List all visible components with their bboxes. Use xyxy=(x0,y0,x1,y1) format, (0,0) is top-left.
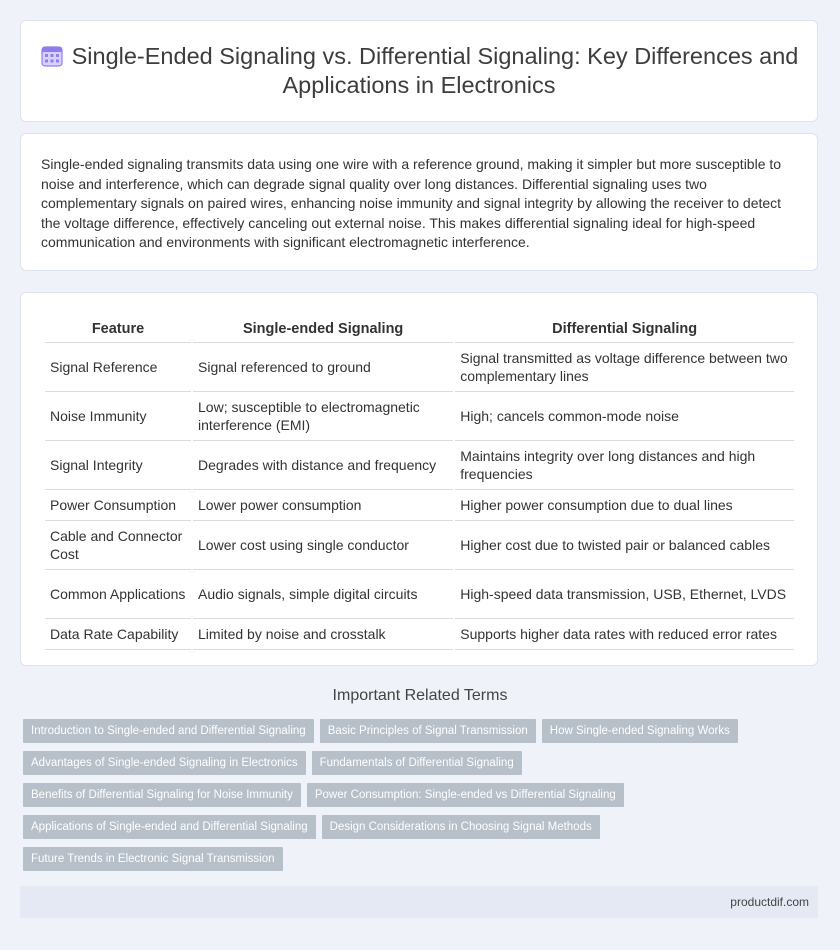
feature-cell: Signal Reference xyxy=(45,343,191,392)
related-term-link[interactable]: Advantages of Single-ended Signaling in Electronics xyxy=(23,751,306,775)
comparison-table xyxy=(43,312,796,650)
table-row xyxy=(45,521,794,570)
intro-paragraph: Single-ended signaling transmits data using one wire with a reference ground, making it simpler but more susceptible to noise and interference, which can degrade signal quality over long distances. Differential signaling uses two complementary signals on paired wires, enhancing noise immunity and signal integrity by allowing the receiver to detect the voltage difference, effectively canceling out external noise. This makes differential signaling ideal for high-speed communication and environments with significant electromagnetic interference. xyxy=(41,156,782,250)
feature-cell: Signal Integrity xyxy=(45,441,191,490)
intro-card xyxy=(20,133,818,271)
feature-cell: Common Applications xyxy=(45,570,191,619)
related-term-link[interactable]: Applications of Single-ended and Differential Signaling xyxy=(23,815,316,839)
single-ended-cell: Lower cost using single conductor xyxy=(193,521,453,570)
differential-cell: Signal transmitted as voltage difference between two complementary lines xyxy=(455,343,794,392)
differential-cell: Supports higher data rates with reduced error rates xyxy=(455,619,794,650)
page-title-text: Single-Ended Signaling vs. Differential Signaling: Key Differences and Applications in Electronics xyxy=(71,43,799,98)
table-row xyxy=(45,490,794,521)
comparison-card xyxy=(20,292,818,666)
header-single-ended: Single-ended Signaling xyxy=(193,312,453,343)
related-term-link[interactable]: Introduction to Single-ended and Differential Signaling xyxy=(23,719,314,743)
single-ended-cell: Degrades with distance and frequency xyxy=(193,441,453,490)
table-row xyxy=(45,343,794,392)
table-row xyxy=(45,441,794,490)
related-term-link[interactable]: Fundamentals of Differential Signaling xyxy=(312,751,522,775)
table-row xyxy=(45,619,794,650)
header-differential: Differential Signaling xyxy=(455,312,794,343)
footer xyxy=(20,886,818,918)
feature-cell: Cable and Connector Cost xyxy=(45,521,191,570)
differential-cell: Higher cost due to twisted pair or balanced cables xyxy=(455,521,794,570)
single-ended-cell: Low; susceptible to electromagnetic interference (EMI) xyxy=(193,392,453,441)
feature-cell: Power Consumption xyxy=(45,490,191,521)
related-terms-list xyxy=(23,719,823,879)
related-term-link[interactable]: Future Trends in Electronic Signal Transmission xyxy=(23,847,283,871)
page-title xyxy=(39,42,799,100)
single-ended-cell: Limited by noise and crosstalk xyxy=(193,619,453,650)
related-term-link[interactable]: Benefits of Differential Signaling for Noise Immunity xyxy=(23,783,301,807)
single-ended-cell: Lower power consumption xyxy=(193,490,453,521)
related-terms-title: Important Related Terms xyxy=(332,687,508,704)
differential-cell: High-speed data transmission, USB, Ethernet, LVDS xyxy=(455,570,794,619)
feature-cell: Data Rate Capability xyxy=(45,619,191,650)
differential-cell: Maintains integrity over long distances and high frequencies xyxy=(455,441,794,490)
title-card xyxy=(20,20,818,122)
feature-cell: Noise Immunity xyxy=(45,392,191,441)
single-ended-cell: Audio signals, simple digital circuits xyxy=(193,570,453,619)
differential-cell: High; cancels common-mode noise xyxy=(455,392,794,441)
related-term-link[interactable]: How Single-ended Signaling Works xyxy=(542,719,738,743)
related-term-link[interactable]: Power Consumption: Single-ended vs Differential Signaling xyxy=(307,783,624,807)
table-row xyxy=(45,570,794,619)
calendar-grid-icon xyxy=(40,44,64,68)
footer-site-link[interactable]: productdif.com xyxy=(730,895,809,909)
related-term-link[interactable]: Design Considerations in Choosing Signal Methods xyxy=(322,815,600,839)
differential-cell: Higher power consumption due to dual lines xyxy=(455,490,794,521)
related-term-link[interactable]: Basic Principles of Signal Transmission xyxy=(320,719,536,743)
single-ended-cell: Signal referenced to ground xyxy=(193,343,453,392)
table-row xyxy=(45,392,794,441)
table-header-row xyxy=(45,312,794,343)
header-feature: Feature xyxy=(45,312,191,343)
